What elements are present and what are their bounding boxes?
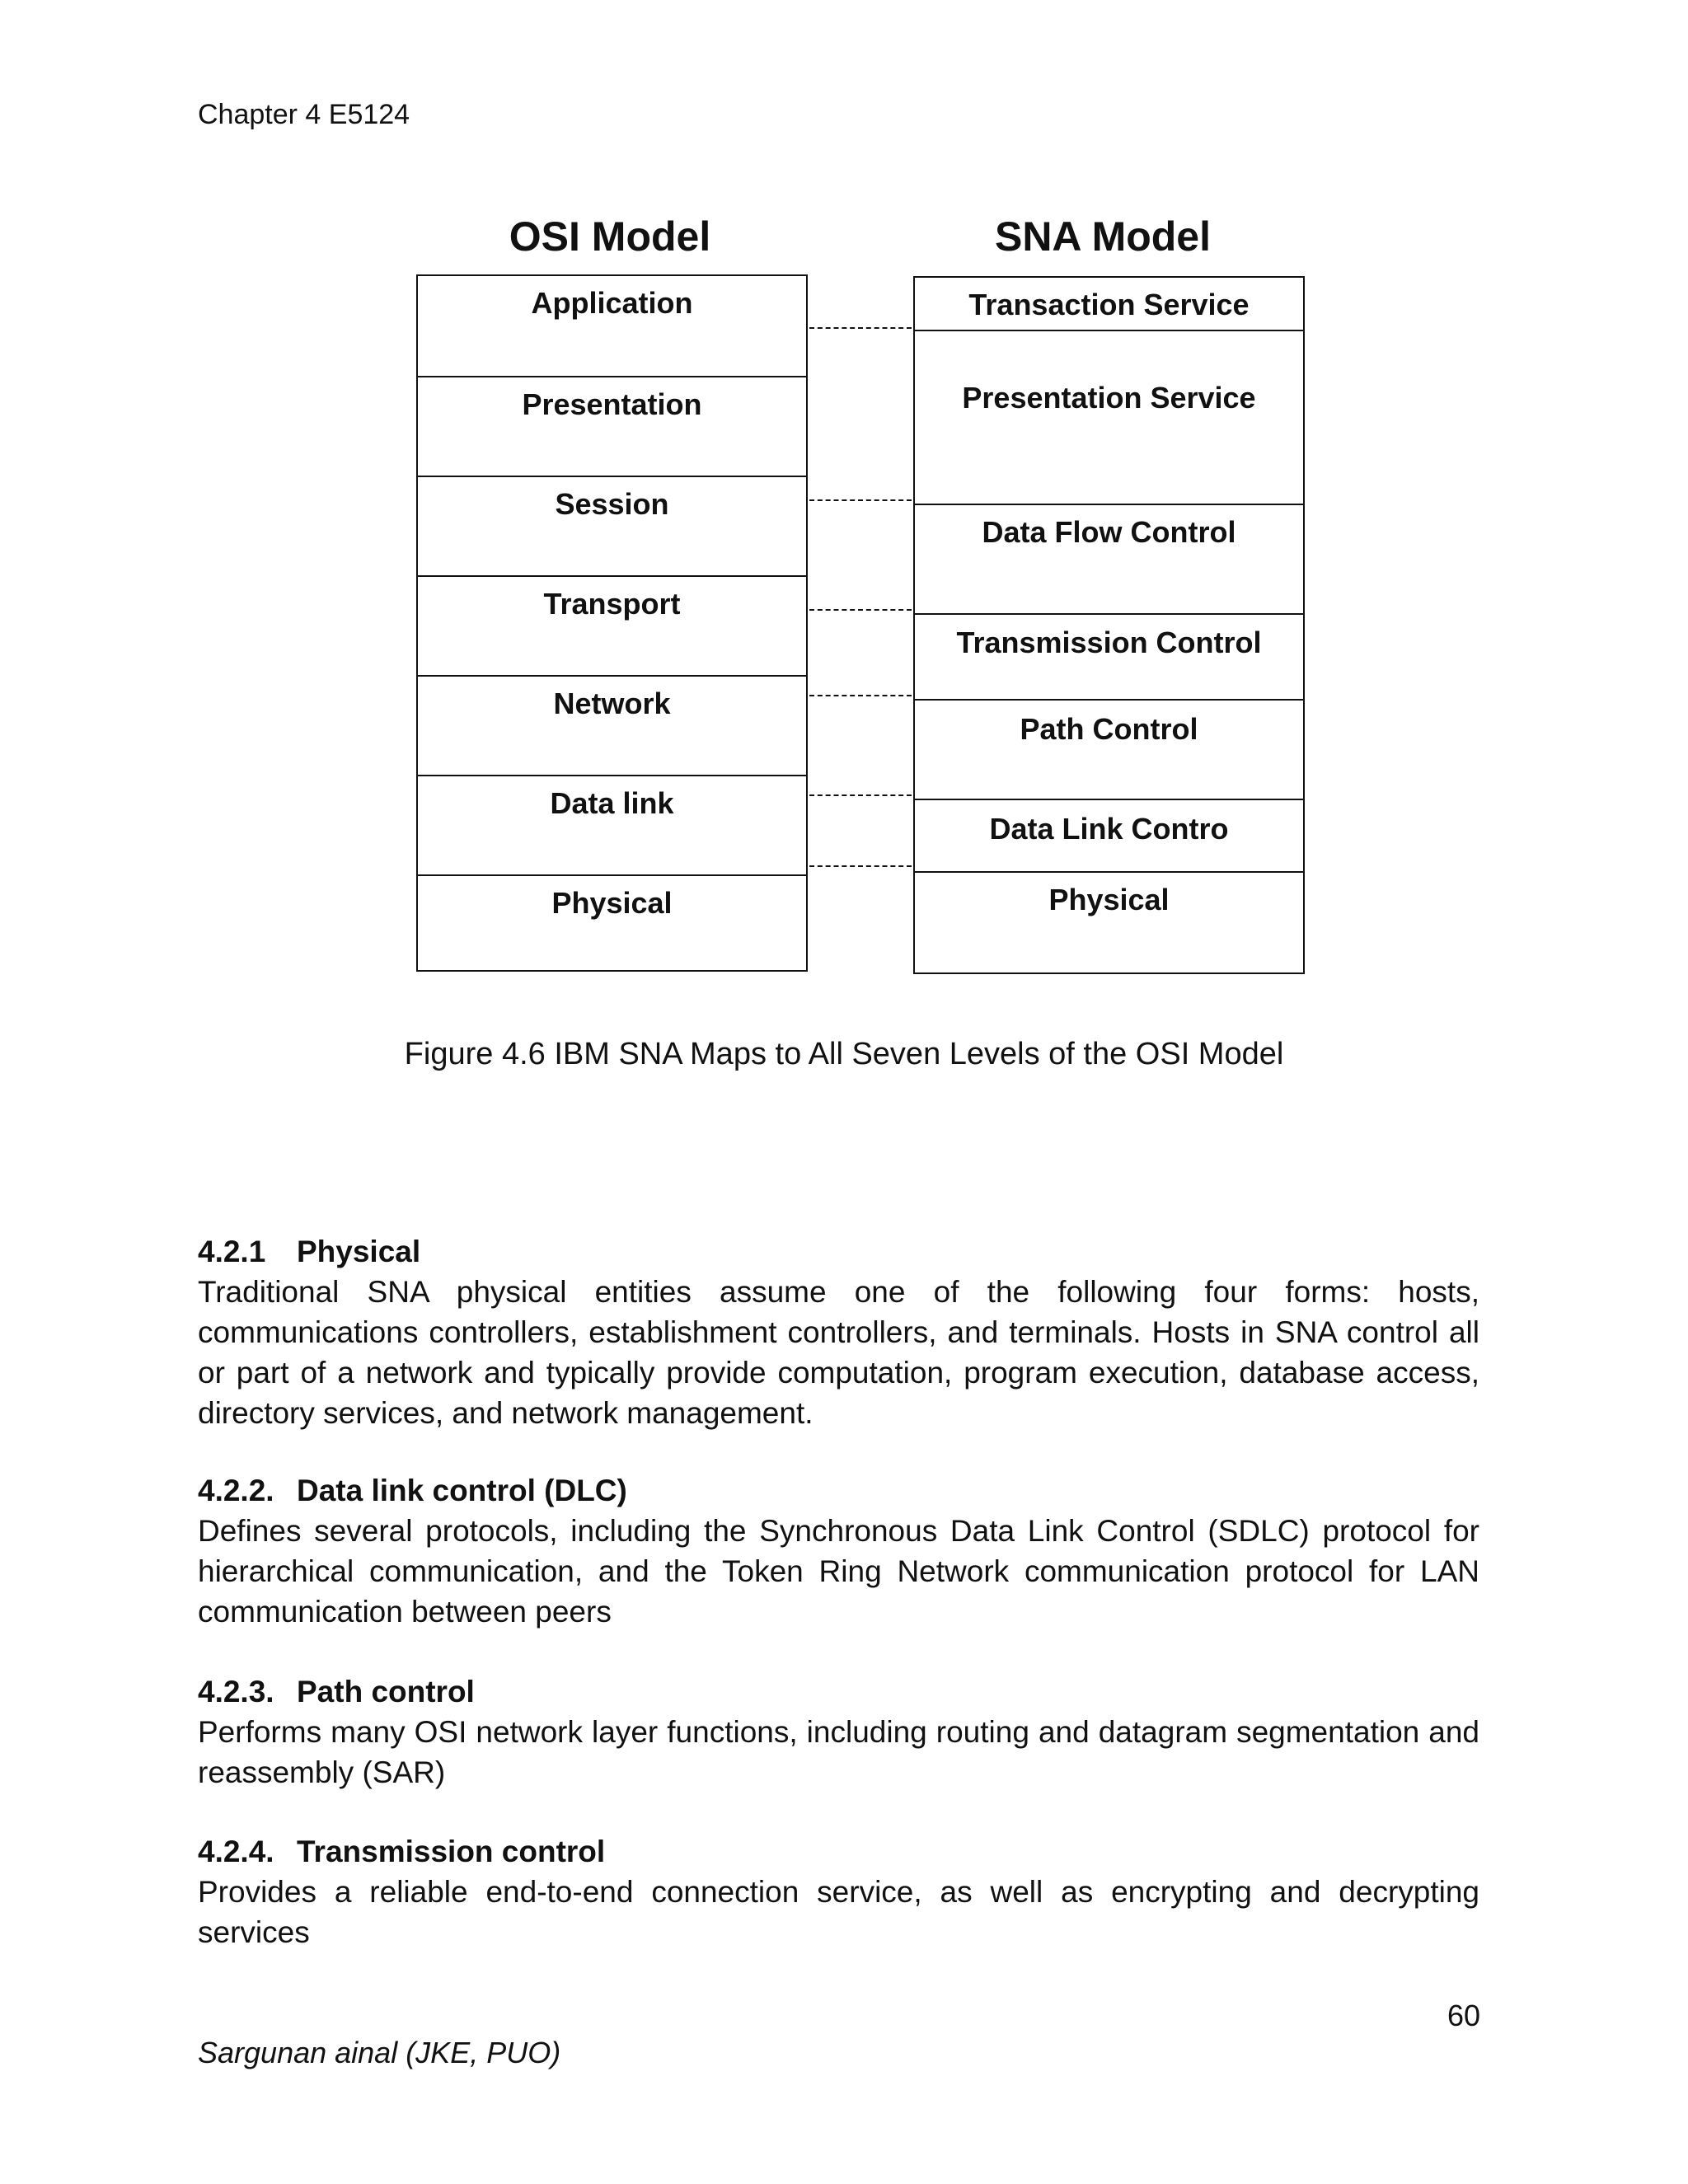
- sna-model-title: SNA Model: [994, 213, 1212, 260]
- sna-layer-data-flow-control: [915, 504, 1303, 613]
- section-number: 4.2.4.: [198, 1835, 274, 1868]
- osi-layer-label: Application: [531, 286, 693, 320]
- sna-layer-label: Path Control: [1020, 712, 1198, 746]
- section-physical: [198, 1231, 1479, 1433]
- sna-layer-path-control: [915, 699, 1303, 799]
- mapping-dash-line: [809, 695, 912, 696]
- section-body: Defines several protocols, including the Synchronous Data Link Control (SDLC) protocol for hierarchical communication, and the Token Ring Network communication protocol for LAN communication between peers: [198, 1514, 1479, 1629]
- section-body: Provides a reliable end-to-end connection service, as well as encrypting and decrypting services: [198, 1875, 1479, 1949]
- osi-layer-label: Physical: [551, 886, 673, 920]
- sna-layer-label: Transaction Service: [968, 288, 1250, 321]
- osi-layer-network: [418, 675, 806, 775]
- osi-layer-label: Session: [555, 487, 669, 521]
- osi-model-title: OSI Model: [509, 213, 711, 260]
- page-number: 60: [1447, 1999, 1480, 2032]
- osi-layer-transport: [418, 575, 806, 675]
- mapping-dash-line: [809, 865, 912, 867]
- section-number: 4.2.1: [198, 1235, 266, 1268]
- section-data-link-control: [198, 1470, 1479, 1632]
- osi-layer-application: [418, 276, 806, 376]
- section-transmission-control: [198, 1831, 1479, 1952]
- section-heading: [198, 1671, 1479, 1712]
- osi-stack: [416, 274, 808, 972]
- section-number: 4.2.3.: [198, 1675, 274, 1708]
- section-title: Physical: [297, 1235, 421, 1268]
- sna-layer-data-link-control: [915, 799, 1303, 871]
- osi-layer-presentation: [418, 376, 806, 476]
- section-number: 4.2.2.: [198, 1474, 274, 1507]
- osi-sna-diagram: [0, 0, 1688, 1030]
- sna-layer-label: Physical: [1048, 883, 1170, 916]
- mapping-dash-line: [809, 609, 912, 611]
- section-body: Traditional SNA physical entities assume one of the following four forms: hosts, communications controllers, establishment controllers, and terminals. Hosts in SNA control all or part of a network and typically provide computation, program execution, database access, directory services, and network management.: [198, 1275, 1479, 1430]
- osi-layer-label: Network: [553, 687, 671, 720]
- sna-stack: [913, 276, 1305, 974]
- section-title: Data link control (DLC): [297, 1474, 627, 1507]
- sna-layer-physical: [915, 871, 1303, 974]
- sna-layer-transaction-service: [915, 278, 1303, 330]
- sna-layer-label: Presentation Service: [962, 381, 1256, 415]
- sna-layer-label: Data Flow Control: [982, 515, 1236, 549]
- section-heading: [198, 1831, 1479, 1872]
- sna-layer-label: Transmission Control: [956, 626, 1262, 659]
- section-title: Transmission control: [297, 1835, 606, 1868]
- page-header: Chapter 4 E5124: [198, 99, 410, 130]
- sna-layer-transmission-control: [915, 613, 1303, 699]
- figure-caption: Figure 4.6 IBM SNA Maps to All Seven Levels of the OSI Model: [404, 1037, 1284, 1071]
- osi-layer-session: [418, 476, 806, 575]
- sna-layer-label: Data Link Contro: [989, 812, 1229, 846]
- section-heading: [198, 1231, 1479, 1272]
- osi-layer-label: Data link: [550, 786, 674, 820]
- mapping-dash-line: [809, 794, 912, 796]
- mapping-dash-line: [809, 499, 912, 501]
- page-footer: Sargunan ainal (JKE, PUO): [198, 2036, 561, 2069]
- section-path-control: [198, 1671, 1479, 1793]
- osi-layer-data-link: [418, 775, 806, 874]
- osi-layer-label: Transport: [543, 587, 681, 621]
- section-heading: [198, 1470, 1479, 1511]
- section-title: Path control: [297, 1675, 475, 1708]
- section-body: Performs many OSI network layer functions, including routing and datagram segmentation and reassembly (SAR): [198, 1715, 1479, 1789]
- osi-layer-label: Presentation: [522, 387, 702, 421]
- sna-layer-presentation-service: [915, 330, 1303, 504]
- mapping-dash-line: [809, 327, 912, 329]
- osi-layer-physical: [418, 874, 806, 972]
